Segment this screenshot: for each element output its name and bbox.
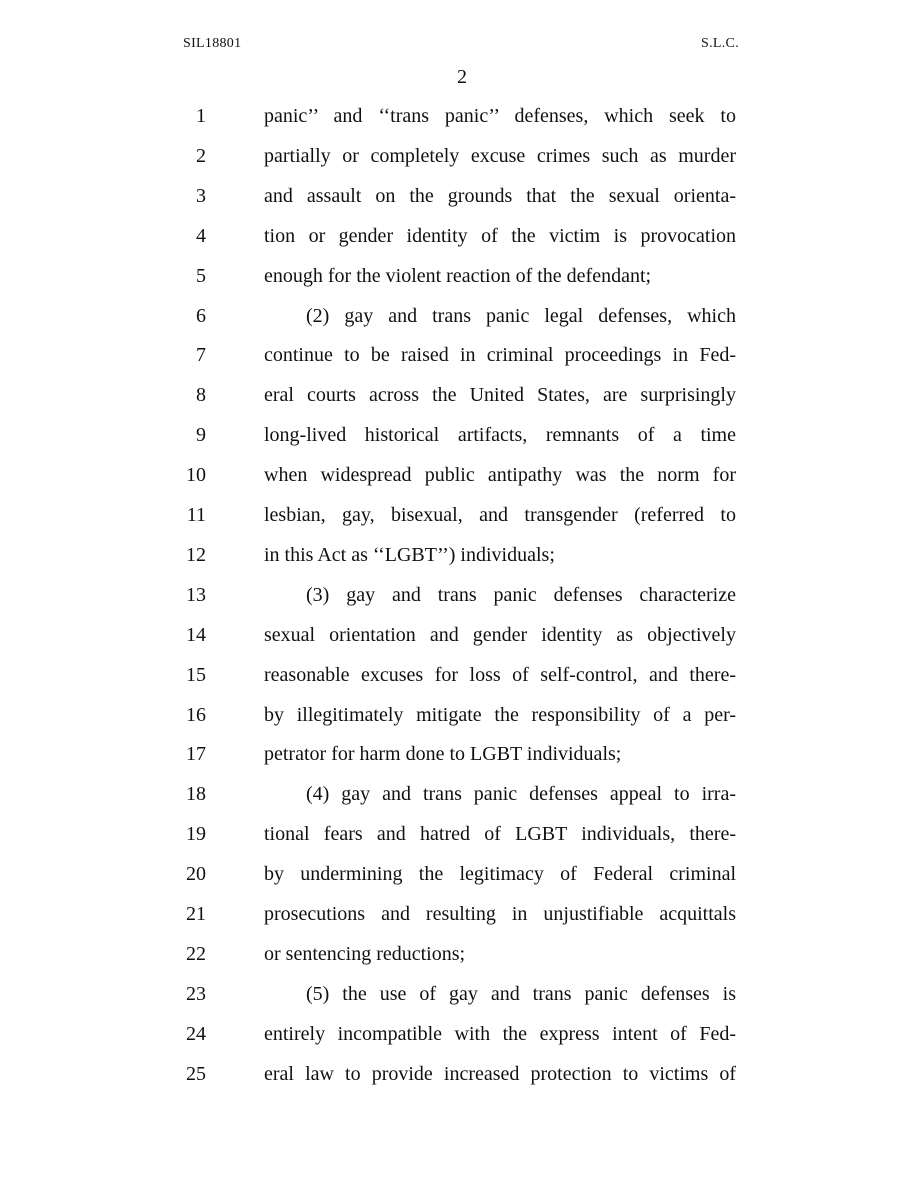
- text-line: [0, 178, 924, 214]
- text-line: [0, 936, 924, 972]
- line-number: 23: [186, 982, 206, 1005]
- document-id: SIL18801: [183, 36, 242, 51]
- line-text: eral courts across the United States, are surprisingly: [264, 384, 736, 407]
- line-text: petrator for harm done to LGBT individuals;: [264, 743, 622, 766]
- text-line: [0, 457, 924, 493]
- line-text: tion or gender identity of the victim is provocation: [264, 224, 736, 247]
- line-number: 11: [186, 504, 206, 526]
- office-code: S.L.C.: [701, 36, 739, 51]
- text-line: [0, 976, 924, 1012]
- line-number: 20: [186, 863, 206, 886]
- line-number: 16: [186, 703, 206, 726]
- line-number: 7: [196, 344, 206, 367]
- text-line: [0, 697, 924, 733]
- text-line: [0, 337, 924, 373]
- line-text: (2) gay and trans panic legal defenses, which: [306, 304, 736, 327]
- text-line: [0, 816, 924, 852]
- line-text: by illegitimately mitigate the responsibility of a per-: [264, 703, 736, 726]
- line-text: entirely incompatible with the express intent of Fed-: [264, 1022, 736, 1045]
- text-line: [0, 537, 924, 573]
- line-number: 24: [186, 1022, 206, 1045]
- line-text: or sentencing reductions;: [264, 942, 466, 965]
- line-number: 18: [186, 783, 206, 806]
- line-number: 17: [186, 743, 206, 766]
- line-text: prosecutions and resulting in unjustifiable acquittals: [264, 903, 736, 925]
- text-line: [0, 497, 924, 533]
- line-text: (4) gay and trans panic defenses appeal to irra-: [306, 783, 736, 806]
- line-number: 6: [196, 304, 206, 327]
- line-number: 22: [186, 942, 206, 965]
- line-number: 14: [186, 623, 206, 646]
- line-text: when widespread public antipathy was the norm for: [264, 464, 736, 487]
- line-text: partially or completely excuse crimes such as murder: [264, 144, 736, 167]
- text-line: [0, 896, 924, 932]
- text-line: [0, 856, 924, 892]
- line-number: 12: [186, 543, 206, 566]
- line-number: 4: [196, 224, 206, 247]
- line-number: 13: [186, 583, 206, 606]
- text-line: [0, 298, 924, 334]
- text-line: [0, 736, 924, 772]
- line-number: 9: [196, 424, 206, 447]
- text-line: [0, 1016, 924, 1052]
- line-text: reasonable excuses for loss of self-control, and there-: [264, 663, 736, 686]
- line-number: 19: [186, 823, 206, 846]
- text-line: [0, 657, 924, 693]
- text-line: [0, 98, 924, 134]
- line-number: 3: [196, 184, 206, 207]
- line-number: 15: [186, 663, 206, 686]
- line-text: (3) gay and trans panic defenses characterize: [306, 583, 736, 606]
- text-line: [0, 218, 924, 254]
- line-text: panic’’ and ‘‘trans panic’’ defenses, which seek to: [264, 105, 736, 127]
- text-line: [0, 577, 924, 613]
- line-number: 2: [196, 144, 206, 167]
- line-number: 25: [186, 1062, 206, 1085]
- line-text: eral law to provide increased protection to victims of: [264, 1062, 736, 1085]
- line-text: lesbian, gay, bisexual, and transgender (referred to: [264, 504, 736, 526]
- line-number: 5: [196, 264, 206, 287]
- text-line: [0, 138, 924, 174]
- line-text: by undermining the legitimacy of Federal criminal: [264, 863, 736, 886]
- line-text: continue to be raised in criminal proceedings in Fed-: [264, 344, 736, 367]
- line-text: and assault on the grounds that the sexual orienta-: [264, 184, 736, 207]
- line-number: 8: [196, 384, 206, 407]
- line-text: (5) the use of gay and trans panic defenses is: [306, 982, 736, 1005]
- text-line: [0, 258, 924, 294]
- line-number: 1: [196, 105, 206, 127]
- line-text: in this Act as ‘‘LGBT’’) individuals;: [264, 543, 555, 566]
- text-line: [0, 377, 924, 413]
- line-text: tional fears and hatred of LGBT individuals, there-: [264, 823, 736, 846]
- line-text: sexual orientation and gender identity as objectively: [264, 623, 736, 646]
- text-line: [0, 417, 924, 453]
- text-line: [0, 617, 924, 653]
- line-number: 21: [186, 903, 206, 925]
- page-number: 2: [457, 66, 467, 88]
- line-text: enough for the violent reaction of the defendant;: [264, 264, 652, 287]
- line-number: 10: [186, 464, 206, 487]
- text-line: [0, 1056, 924, 1092]
- text-line: [0, 776, 924, 812]
- line-text: long-lived historical artifacts, remnants of a time: [264, 424, 736, 447]
